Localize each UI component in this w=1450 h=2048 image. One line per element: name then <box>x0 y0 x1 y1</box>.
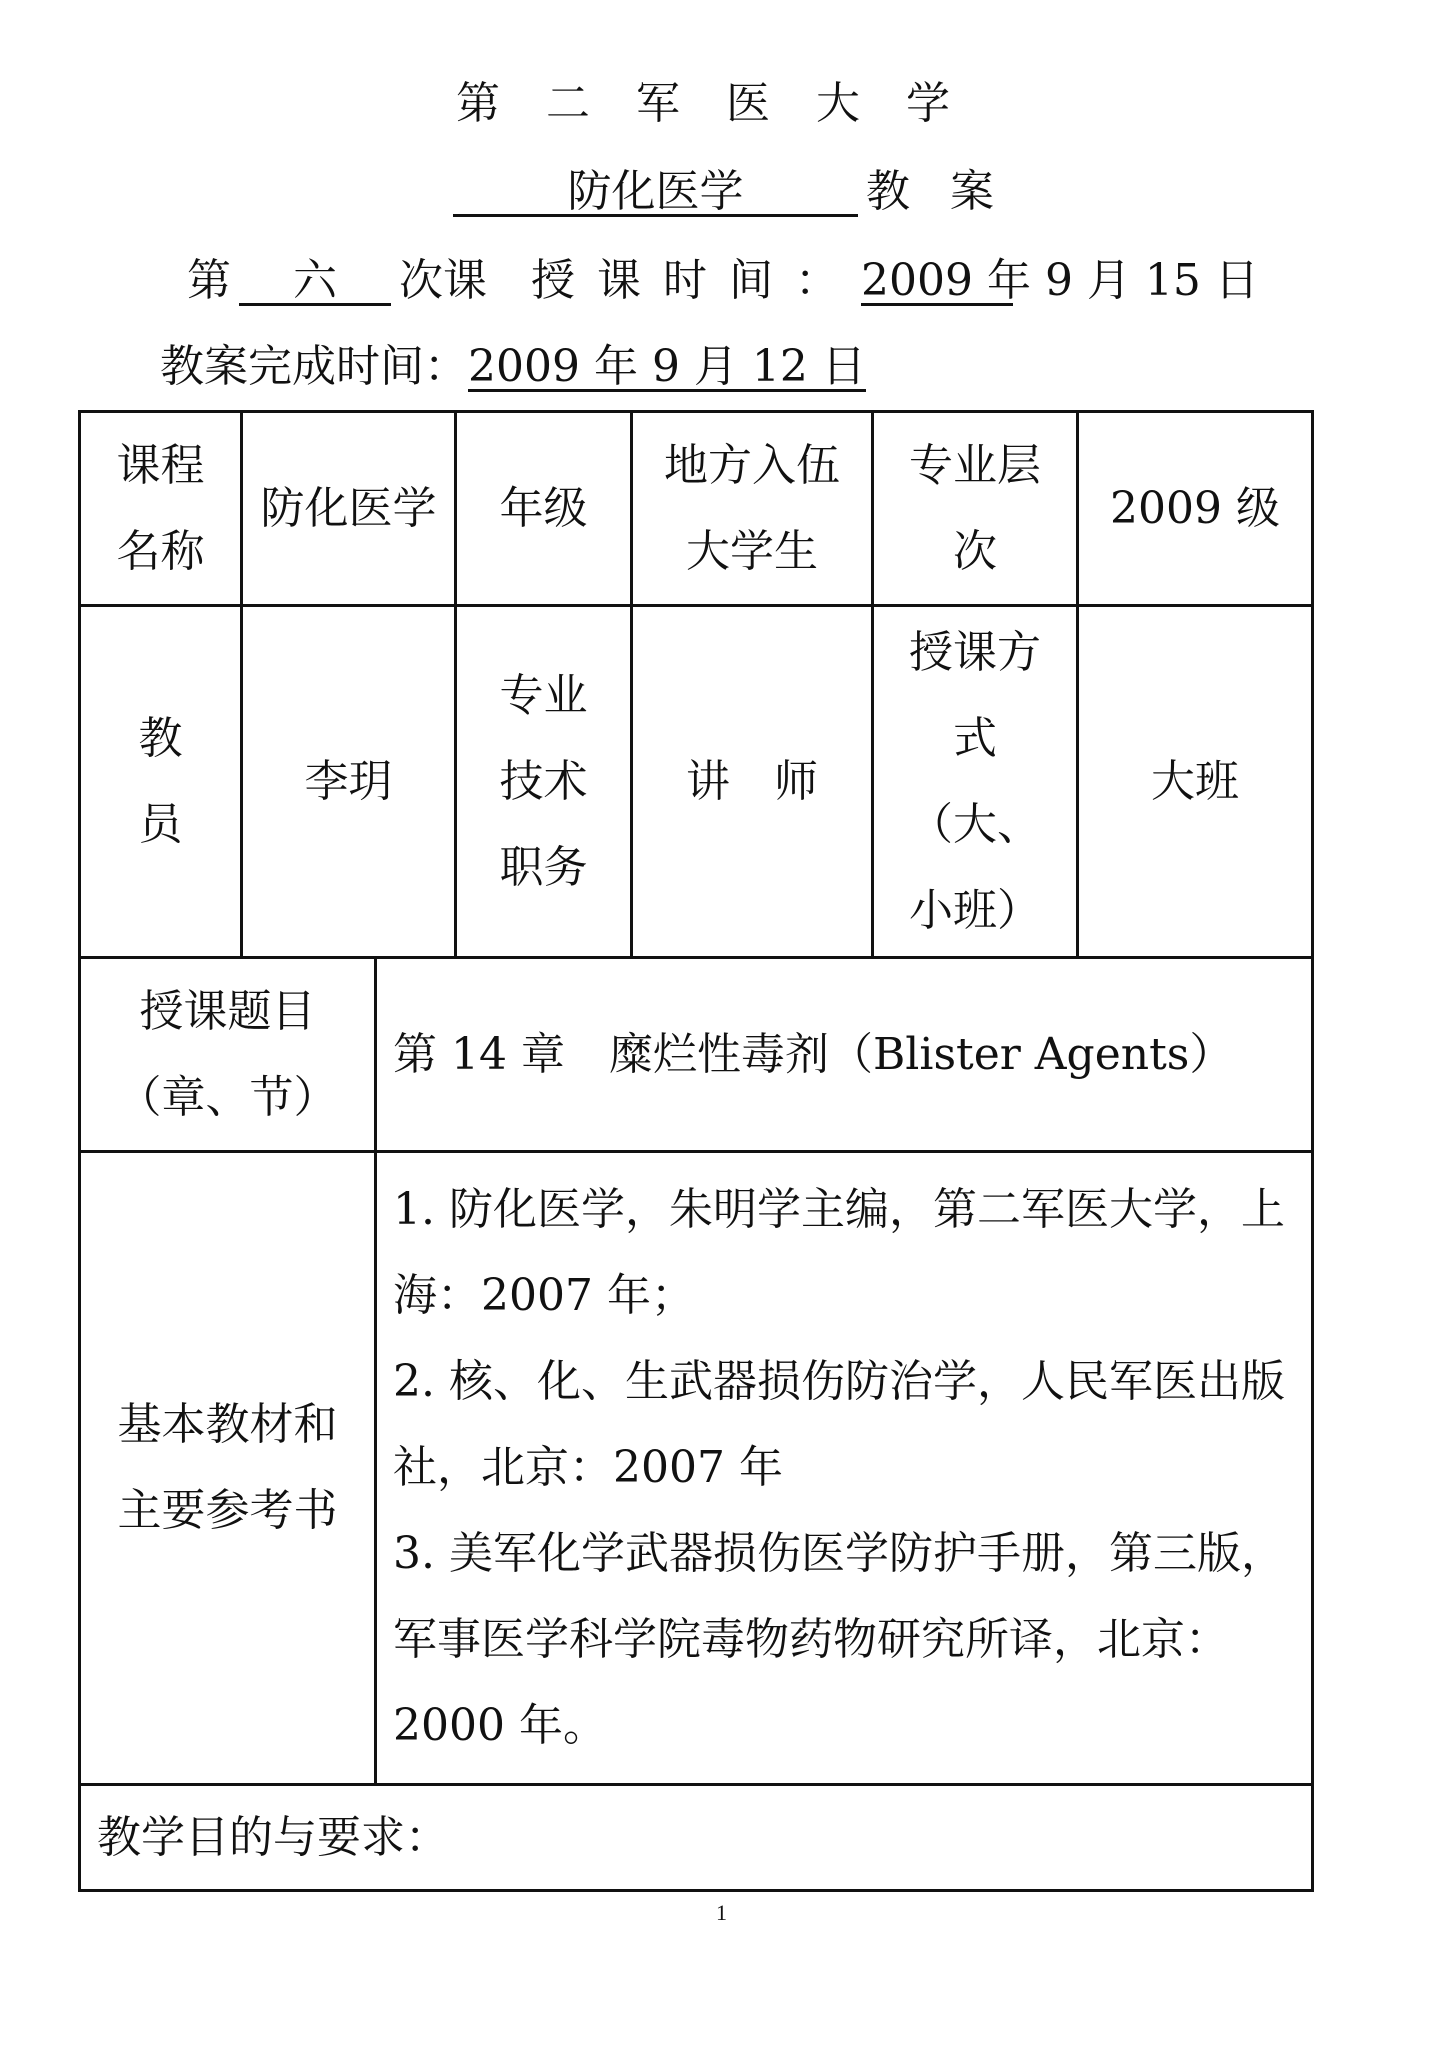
table-row <box>80 958 1313 1152</box>
topic-value: 第 14 章 糜烂性毒剂（Blister Agents） <box>376 958 1313 1152</box>
lesson-number: 六 <box>239 259 391 306</box>
list-item: 1. 防化医学，朱明学主编，第二军医大学，上海：2007 年； <box>393 1184 1285 1321</box>
list-item: 3. 美军化学武器损伤医学防护手册，第三版，军事医学科学院毒物药物研究所译，北京：2000 年。 <box>393 1528 1285 1751</box>
lesson-plan-title <box>453 166 1034 217</box>
level-label: 专业层次 <box>873 412 1078 606</box>
prep-value: 2009 年 9 月 12 日 <box>468 341 866 392</box>
table-row <box>80 1785 1313 1891</box>
references-label: 基本教材和主要参考书 <box>80 1152 376 1785</box>
table-row <box>80 412 1313 606</box>
level-value: 2009 级 <box>1078 412 1313 606</box>
table-row <box>80 1152 1313 1785</box>
teach-time-value: 2009 年 9 月 15 日 <box>861 255 1259 306</box>
grade-value: 地方入伍大学生 <box>632 412 873 606</box>
plan-label: 教案 <box>866 166 1034 217</box>
teacher-label: 教员 <box>80 606 242 958</box>
course-name-value: 防化医学 <box>242 412 456 606</box>
job-title-value: 讲 师 <box>632 606 873 958</box>
topic-label: 授课题目（章、节） <box>80 958 376 1152</box>
prep-line <box>160 341 866 392</box>
teaching-mode-label: 授课方式（大、小班） <box>873 606 1078 958</box>
prep-label: 教案完成时间： <box>160 341 468 392</box>
lesson-line <box>187 255 1259 306</box>
lesson-info-table <box>78 410 1314 1892</box>
teacher-value: 李玥 <box>242 606 456 958</box>
references-list <box>376 1152 1313 1785</box>
table-row <box>80 606 1313 958</box>
course-name-label: 课程名称 <box>80 412 242 606</box>
lesson-prefix: 第 <box>187 255 231 306</box>
university-title: 第二军医大学 <box>456 78 996 129</box>
page-number: 1 <box>716 1900 727 1925</box>
job-title-label: 专业技术职务 <box>456 606 632 958</box>
lesson-suffix: 次课 <box>399 255 487 306</box>
list-item: 2. 核、化、生武器损伤防治学，人民军医出版社，北京：2007 年 <box>393 1356 1285 1493</box>
objectives-label: 教学目的与要求： <box>80 1785 1313 1891</box>
teaching-mode-value: 大班 <box>1078 606 1313 958</box>
course-name-underlined: 防化医学 <box>453 170 858 217</box>
grade-label: 年级 <box>456 412 632 606</box>
teach-time-label: 授课时间： <box>531 255 861 306</box>
